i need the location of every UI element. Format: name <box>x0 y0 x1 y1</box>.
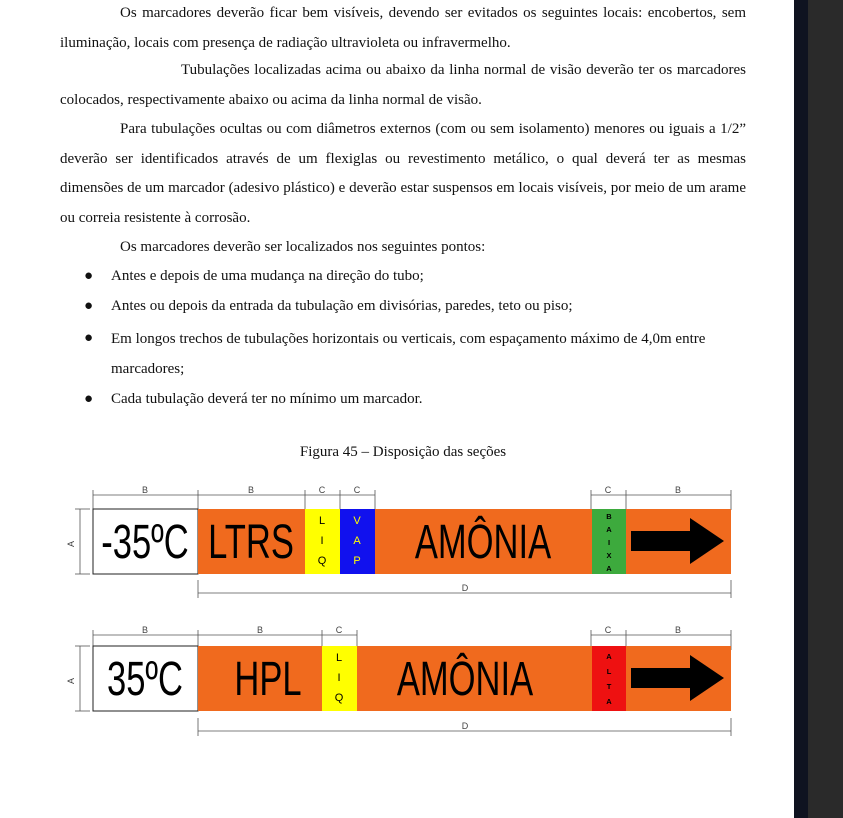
state-letter: L <box>335 652 343 664</box>
bullet-item: Em longos trechos de tubulações horizontais ou verticais, com espaçamento máximo de 4,0m entre marcadores; <box>111 331 706 377</box>
dim-label-c: C <box>335 625 343 635</box>
dim-label-c: C <box>353 485 361 495</box>
dim-label-b: B <box>256 625 264 635</box>
pressure-letter: A <box>606 652 612 661</box>
temperature-label: -35ºC <box>101 514 189 569</box>
state-letter: P <box>353 555 361 567</box>
fluid-label: AMÔNIA <box>414 514 552 569</box>
dim-label-b: B <box>674 625 682 635</box>
bullet-item: Antes e depois de uma mudança na direção do tubo; <box>111 268 424 284</box>
paragraph-4: Os marcadores deverão ser localizados nos seguintes pontos: <box>120 239 486 255</box>
scroll-area[interactable] <box>808 0 843 818</box>
pressure-letter: T <box>606 682 612 691</box>
pressure-letter: A <box>606 525 612 534</box>
paragraph-2: Tubulações localizadas acima ou abaixo da linha normal de visão deverão ter os marcadores colocados, respectivamente abaixo ou acima da linha normal de visão. <box>60 62 746 108</box>
dim-label-b: B <box>674 485 682 495</box>
state-letter: Q <box>334 692 344 704</box>
pressure-letter: A <box>606 697 612 706</box>
state-letter: I <box>337 672 341 684</box>
state-letter: I <box>320 535 324 547</box>
dim-label-d: D <box>461 583 469 593</box>
dim-label-a: A <box>66 540 76 548</box>
line-code-label: LTRS <box>208 514 294 569</box>
state-letter: Q <box>317 555 327 567</box>
bullet-item: Cada tubulação deverá ter no mínimo um marcador. <box>111 391 423 407</box>
fluid-label: AMÔNIA <box>396 651 534 706</box>
pressure-letter: A <box>606 564 612 573</box>
bullet-dot: ● <box>84 298 94 314</box>
figure-caption: Figura 45 – Disposição das seções <box>299 444 507 460</box>
dim-label-b: B <box>247 485 255 495</box>
pressure-letter: I <box>607 538 611 547</box>
pipe-marker-figure-2 <box>0 620 794 740</box>
dim-label-b: B <box>141 625 149 635</box>
dim-label-a: A <box>66 677 76 685</box>
line-code-label: HPL <box>234 651 302 706</box>
bullet-dot: ● <box>84 330 94 346</box>
pipe-marker-figure-1 <box>0 480 794 600</box>
state-letter: A <box>353 535 361 547</box>
state-letter: L <box>318 515 326 527</box>
dim-label-c: C <box>604 625 612 635</box>
temperature-label: 35ºC <box>106 651 184 706</box>
dim-label-c: C <box>318 485 326 495</box>
pressure-letter: L <box>606 667 612 676</box>
paragraph-3: Para tubulações ocultas ou com diâmetros externos (com ou sem isolamento) menores ou iguais a 1/2” deverão ser identificados através de um flexiglas ou revestimento metálico, o qual deverá ter as mesmas dimensões de um marcador (adesivo plástico) e deverão estar suspensos em locais visíveis, por meio de um arame ou correia resistente à corrosão. <box>60 121 746 226</box>
pressure-letter: X <box>606 551 612 560</box>
bullet-dot: ● <box>84 268 94 284</box>
page-gutter <box>794 0 808 818</box>
pressure-letter: B <box>606 512 612 521</box>
paragraph-1: Os marcadores deverão ficar bem visíveis, devendo ser evitados os seguintes locais: encobertos, sem iluminação, locais com presença de radiação ultravioleta ou infravermelho. <box>60 5 746 51</box>
bullet-item: Antes ou depois da entrada da tubulação em divisórias, paredes, teto ou piso; <box>111 298 573 314</box>
dim-label-c: C <box>604 485 612 495</box>
bullet-dot: ● <box>84 391 94 407</box>
dim-label-b: B <box>141 485 149 495</box>
state-letter: V <box>353 515 361 527</box>
dim-label-d: D <box>461 721 469 731</box>
